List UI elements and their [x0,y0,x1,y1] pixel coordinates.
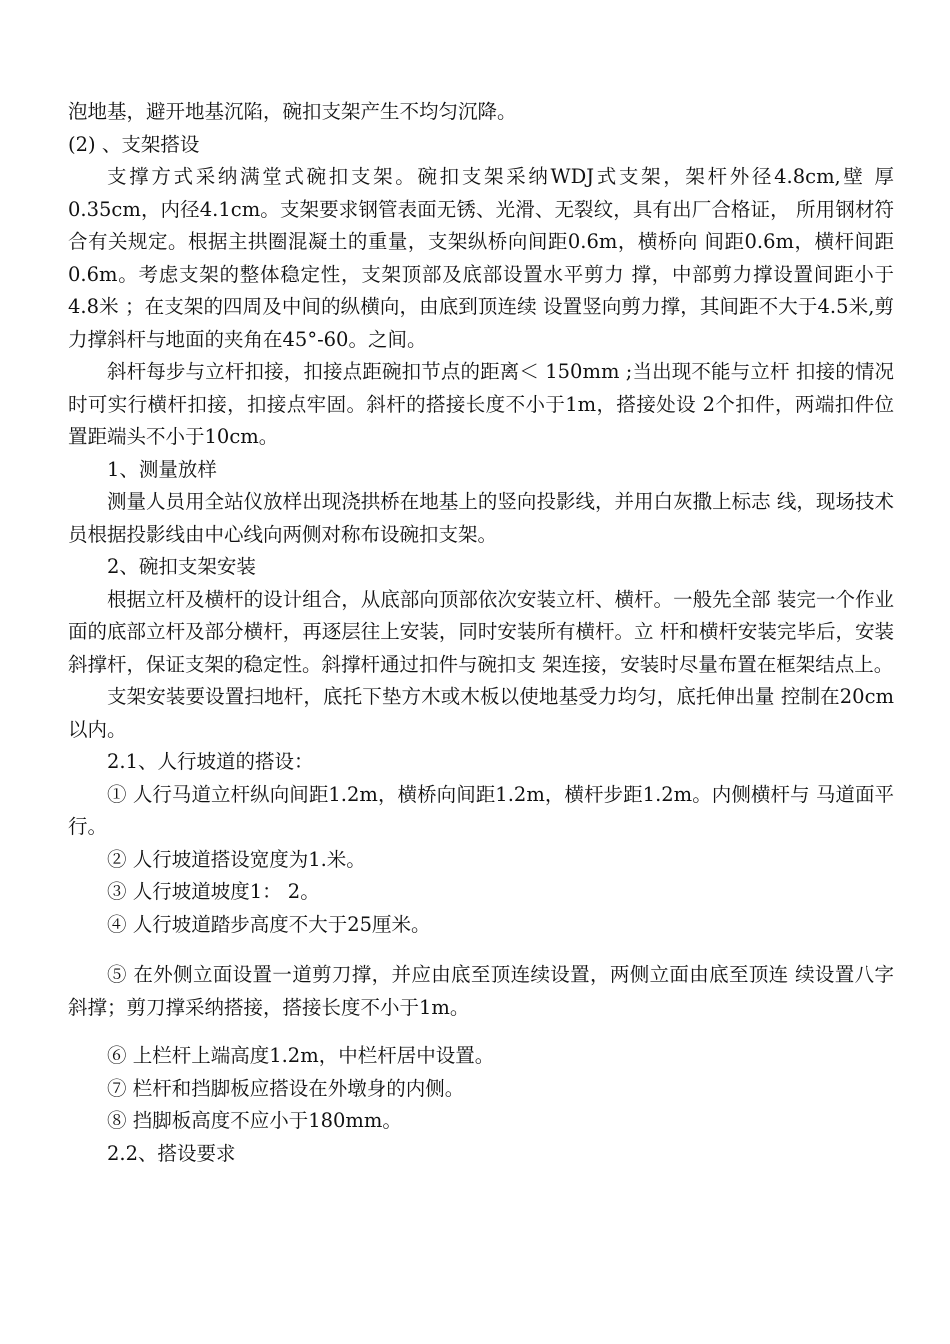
subsection-heading: 2.1、人行坡道的搭设： [107,750,314,773]
paragraph: 根据立杆及横杆的设计组合，从底部向顶部依次安装立杆、横杆。一般先全部 装完一个作业面的底部立杆及部分横杆，再逐层往上安装，同时安装所有横杆。立 杆和横杆安装完毕后，安装斜撑杆，保证支架的稳定性。斜撑杆通过扣件与碗扣支 架连接，安装时尽量布置在框架结点上。 [68,587,894,676]
paragraph: 斜杆每步与立杆扣接，扣接点距碗扣节点的距离＜ 150mm ;当出现不能与立杆 扣接的情况时可实行横杆扣接，扣接点牢固。斜杆的搭接长度不小于1m，搭接处设 2个扣件，两端扣件位置距端头不小于10cm。 [68,360,894,448]
list-item: ③ 人行坡道坡度1： 2。 [107,880,320,903]
subsection-heading: 2.2、搭设要求 [107,1141,236,1165]
paragraph: 支撑方式采纳满堂式碗扣支架。碗扣支架采纳WDJ式支架，架杆外径4.8cm,壁 厚0.35cm，内径4.1cm。支架要求钢管表面无锈、光滑、无裂纹，具有出厂合格证， 所用钢材符合有关规定。根据主拱圈混凝土的重量，支架纵桥向间距0.6m，横桥向 间距0.6m，横杆间距0.6m。考虑支架的整体稳定性，支架顶部及底部设置水平剪力 撑，中部剪力撑设置间距小于4.8米 ；在支架的四周及中间的纵横向，由底到顶连续 设置竖向剪力撑，其间距不大于4.5米,剪力撑斜杆与地面的夹角在45°-60。之间。 [68,165,894,351]
list-item: ④ 人行坡道踏步高度不大于25厘米。 [107,912,431,936]
document-page [68,96,894,1170]
paragraph: 支架安装要设置扫地杆，底托下垫方木或木板以使地基受力均匀，底托伸出量 控制在20cm以内。 [68,685,894,741]
list-item: ② 人行坡道搭设宽度为1.米。 [107,847,366,871]
paragraph: 泡地基，避开地基沉陷，碗扣支架产生不均匀沉降。 [68,100,517,123]
list-item: ⑦ 栏杆和挡脚板应搭设在外墩身的内侧。 [107,1076,465,1100]
list-item: ⑤ 在外侧立面设置一道剪刀撑，并应由底至顶连续设置，两侧立面由底至顶连 续设置八字斜撑；剪刀撑采纳搭接，搭接长度不小于1m。 [68,963,894,1019]
subsection-heading: 2、碗扣支架安装 [107,555,256,578]
list-item: ⑥ 上栏杆上端高度1.2m，中栏杆居中设置。 [107,1044,495,1067]
section-heading: (2) 、支架搭设 [68,132,200,156]
paragraph: 测量人员用全站仪放样出现浇拱桥在地基上的竖向投影线，并用白灰撒上标志 线，现场技术员根据投影线由中心线向两侧对称布设碗扣支架。 [68,490,894,546]
list-item: ① 人行马道立杆纵向间距1.2m，横桥向间距1.2m，横杆步距1.2m。内侧横杆与 马道面平行。 [68,782,894,838]
list-item: ⑧ 挡脚板高度不应小于180mm。 [107,1109,402,1132]
subsection-heading: 1、测量放样 [107,457,217,481]
